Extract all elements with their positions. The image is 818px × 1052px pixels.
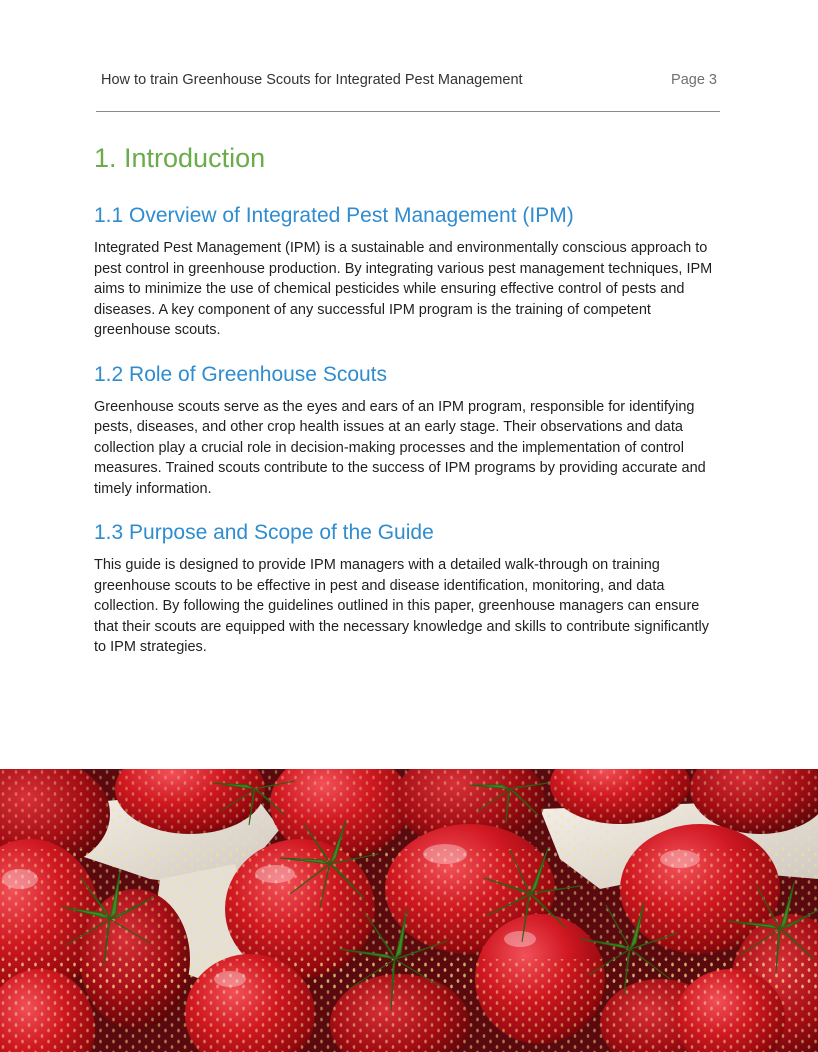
section-purpose-and-scope: [94, 519, 722, 658]
section-heading: 1.3 Purpose and Scope of the Guide: [94, 521, 434, 544]
section-role-of-scouts: [94, 361, 722, 500]
page-header: [101, 72, 717, 94]
section-heading: 1.1 Overview of Integrated Pest Management (IPM): [94, 204, 574, 227]
page-content: [94, 140, 722, 678]
document-title: How to train Greenhouse Scouts for Integrated Pest Management: [101, 72, 523, 88]
section-paragraph: Greenhouse scouts serve as the eyes and ears of an IPM program, responsible for identifying pests, diseases, and other crop health issues at an early stage. Their observations and data collection play a crucial role in decision-making processes and the implementation of control measures. Trained scouts contribute to the success of IPM programs by providing accurate and timely information.: [94, 398, 706, 497]
section-heading: 1.2 Role of Greenhouse Scouts: [94, 362, 388, 386]
strawberries-photo: [0, 769, 818, 1052]
page-number: Page 3: [671, 72, 717, 88]
section-paragraph: This guide is designed to provide IPM managers with a detailed walk-through on training greenhouse scouts to be effective in pest and disease identification, monitoring, and data collection. By following the guidelines outlined in this paper, greenhouse managers can ensure that their scouts are equipped with the necessary knowledge and skills to contribute significantly to IPM strategies.: [94, 557, 709, 655]
chapter-heading: 1. Introduction: [94, 143, 266, 173]
header-divider: [96, 111, 720, 112]
section-ipm-overview: [94, 202, 722, 341]
section-paragraph: Integrated Pest Management (IPM) is a sustainable and environmentally conscious approach to pest control in greenhouse production. By integrating various pest management techniques, IPM aims to minimize the use of chemical pesticides while ensuring effective control of pests and diseases. A key component of any successful IPM program is the training of competent greenhouse scouts.: [94, 240, 713, 338]
